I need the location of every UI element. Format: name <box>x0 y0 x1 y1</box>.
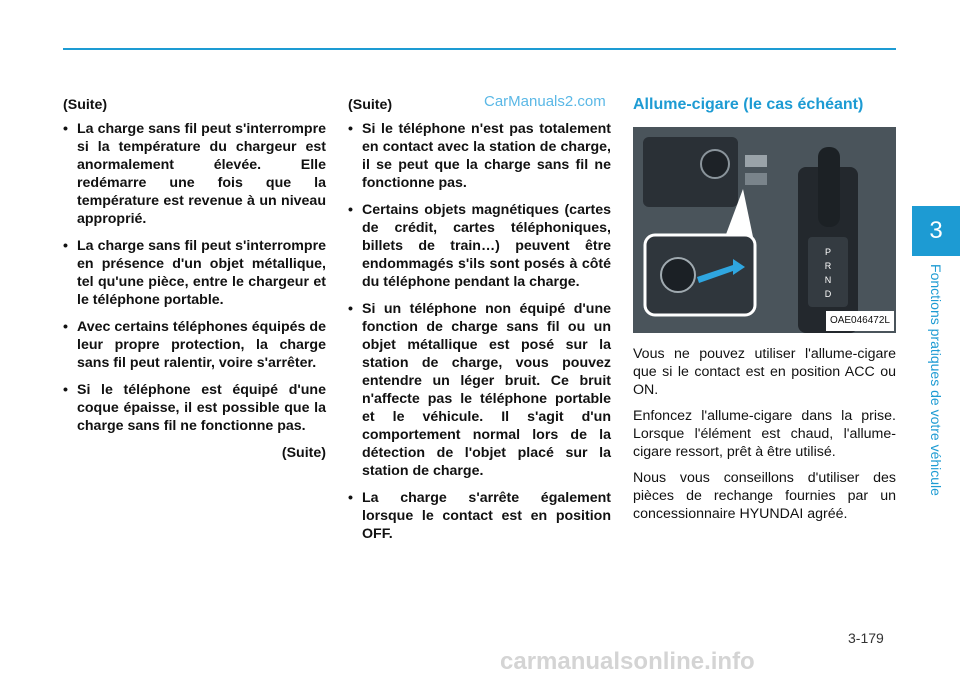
socket-icon <box>701 150 729 178</box>
bullet-list <box>63 120 326 435</box>
bullet-icon: • <box>63 382 68 398</box>
bullet-icon: • <box>348 301 353 317</box>
continued-footer: (Suite) <box>281 445 326 461</box>
continued-header: (Suite) <box>348 97 393 113</box>
header-rule <box>63 48 896 50</box>
console-illustration <box>633 127 896 333</box>
text-column-2 <box>348 96 611 552</box>
list-item: • Si le téléphone n'est pas totalement en contact avec la station de charge, il se peut que la charge sans fil ne fonctionne pas. <box>348 121 611 191</box>
bullet-icon: • <box>63 319 68 335</box>
list-item: • Avec certains téléphones équipés de leur propre protection, la charge sans fil peut ralentir, voire s'arrêter. <box>63 319 326 371</box>
list-item: • Si le téléphone est équipé d'une coque épaisse, il est possible que la charge sans fil ne fonctionne pas. <box>63 382 326 434</box>
bullet-icon: • <box>63 121 68 137</box>
paragraph: Nous vous conseillons d'utiliser des pièces de rechange fournies par un concessionnaire HYUNDAI agréé. <box>633 470 896 522</box>
svg-text:N: N <box>824 275 832 285</box>
gear-lever <box>818 147 840 227</box>
page-number: 3-179 <box>848 630 884 646</box>
text-column-3 <box>633 96 896 531</box>
section-title: Allume-cigare (le cas échéant) <box>633 96 864 113</box>
watermark-link[interactable]: CarManuals2.com <box>484 93 606 110</box>
bullet-list <box>348 120 611 543</box>
list-item: • La charge s'arrête également lorsque le contact est en position OFF. <box>348 490 611 542</box>
image-reference-code: OAE046472L <box>826 311 894 331</box>
list-item: • La charge sans fil peut s'interrompre si la température du chargeur est anormalement élevée. Elle redémarre une fois que la température est revenue à un niveau approprié. <box>63 121 326 227</box>
bullet-icon: • <box>348 202 353 218</box>
bullet-icon: • <box>348 121 353 137</box>
list-item: • Certains objets magnétiques (cartes de crédit, cartes téléphoniques, billets de train…) peuvent être endommagés s'ils sont posés à côté du téléphone pendant la charge. <box>348 202 611 290</box>
paragraph: Vous ne pouvez utiliser l'allume-cigare que si le contact est en position ACC ou ON. <box>633 346 896 398</box>
text-column-1 <box>63 96 326 462</box>
svg-text:D: D <box>824 289 832 299</box>
chapter-tab[interactable]: 3 <box>912 206 960 256</box>
svg-text:P: P <box>824 247 832 257</box>
bullet-icon: • <box>348 490 353 506</box>
lighter-icon <box>661 258 695 292</box>
svg-text:R: R <box>824 261 832 271</box>
continued-header: (Suite) <box>63 97 108 113</box>
paragraph: Enfoncez l'allume-cigare dans la prise. Lorsque l'élément est chaud, l'allume-cigare ressort, prêt à être utilisé. <box>633 408 896 460</box>
usb-port-icon <box>745 155 767 167</box>
cigar-lighter-photo <box>633 127 896 333</box>
chapter-label: Fonctions pratiques de votre véhicule <box>928 264 944 496</box>
list-item: • Si un téléphone non équipé d'une fonction de charge sans fil ou un objet métallique est posé sur la station de charge, vous pouvez entendre un léger bruit. Ce bruit n'affecte pas le téléphone portable et le véhicule. Il s'agit d'un comportement normal lors de la détection de l'objet placé sur la station de charge. <box>348 301 611 479</box>
list-item: • La charge sans fil peut s'interrompre en présence d'un objet métallique, tel qu'une pièce, entre le chargeur et le téléphone portable. <box>63 238 326 308</box>
footer-watermark: carmanualsonline.info <box>500 648 755 675</box>
bullet-icon: • <box>63 238 68 254</box>
aux-port-icon <box>745 173 767 185</box>
